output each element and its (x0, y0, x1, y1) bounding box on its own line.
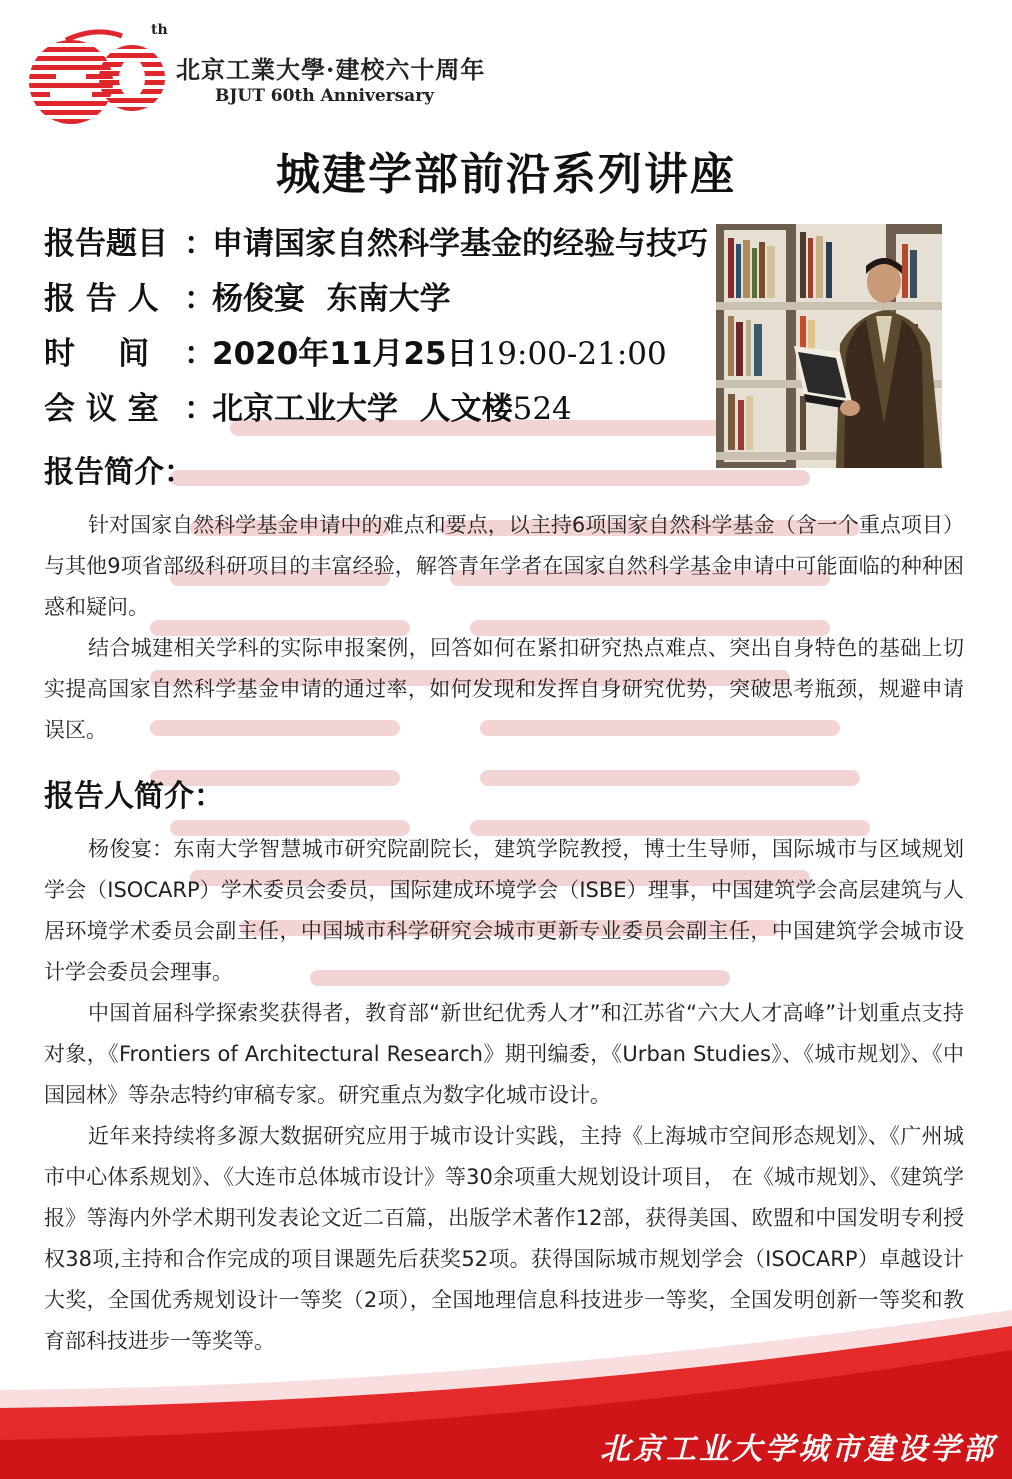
info-label: 报告题目 (44, 226, 168, 262)
logo-superscript-th: th (151, 22, 168, 38)
speaker-intro-paragraph-1: 杨俊宴：东南大学智慧城市研究院副院长，建筑学院教授，博士生导师，国际城市与区域规划学会（ISOCARP）学术委员会委员，国际建成环境学会（ISBE）理事，中国建筑学会高层建筑与人居环境学术委员会副主任，中国城市科学研究会城市更新专业委员会副主任，中国建筑学会城市设计学会委员会理事。 (44, 837, 964, 984)
speaker-photo (716, 224, 942, 468)
speaker-intro-paragraph-2: 中国首届科学探索奖获得者，教育部“新世纪优秀人才”和江苏省“六大人才高峰”计划重点支持对象，《Frontiers of Architectural Research》期刊编委，《Urban Studies》、《城市规划》、《中国园林》等杂志特约审稿专家。研究重点为数字化城市设计。 (44, 1001, 964, 1107)
info-colon: ： (184, 391, 215, 427)
info-value-date: 2020年11月25日 (212, 336, 478, 372)
info-label: 报 告 人 (44, 281, 159, 317)
logo-english-text: BJUT 60th Anniversary (215, 86, 435, 106)
report-intro-heading: 报告简介： (44, 455, 194, 490)
info-colon: ： (184, 226, 215, 262)
footer-institution: 北京工业大学城市建设学部 (600, 1432, 996, 1467)
info-value-room-number: 524 (512, 391, 572, 427)
info-colon: ： (184, 281, 215, 317)
speaker-intro-heading: 报告人简介： (44, 779, 224, 814)
info-row-time (44, 328, 667, 373)
report-intro-paragraph-2: 结合城建相关学科的实际申报案例，回答如何在紧扣研究热点难点、突出自身特色的基础上切实提高国家自然科学基金申请的通过率，如何发现和发挥自身研究优势，突破思考瓶颈，规避申请误区。 (44, 636, 964, 742)
info-value-hours: 19:00-21:00 (477, 336, 667, 372)
info-label: 会 议 室 (44, 391, 159, 427)
speaker-intro-paragraph-3: 近年来持续将多源大数据研究应用于城市设计实践，主持《上海城市空间形态规划》、《广州城市中心体系规划》、《大连市总体城市设计》等30余项重大规划设计项目， 在《城市规划》、《建筑学报》等海内外学术期刊发表论文近二百篇，出版学术著作12部，获得美国、欧盟和中国发明专利授权38项,主持和合作完成的项目课题先后获奖52项。获得国际城市规划学会（ISOCARP）卓越设计大奖，全国优秀规划设计一等奖（2项），全国地理信息科技进步一等奖，全国发明创新一等奖和教育部科技进步一等奖等。 (44, 1124, 964, 1353)
info-value-topic: 申请国家自然科学基金的经验与技巧 (212, 226, 708, 262)
info-row-topic (44, 218, 708, 263)
info-colon: ： (184, 336, 215, 372)
info-value-place: 北京工业大学 人文楼 (212, 391, 513, 427)
info-row-room (44, 383, 572, 428)
info-value-speaker: 杨俊宴 东南大学 (212, 281, 451, 317)
info-label: 时 间 (44, 336, 150, 372)
anniversary-logo (26, 22, 168, 126)
page-title: 城建学部前沿系列讲座 (276, 149, 736, 200)
info-row-speaker (44, 273, 451, 318)
report-intro-paragraph-1: 针对国家自然科学基金申请中的难点和要点，以主持6项国家自然科学基金（含一个重点项目）与其他9项省部级科研项目的丰富经验，解答青年学者在国家自然科学基金申请中可能面临的种种困惑和疑问。 (44, 513, 964, 619)
logo-chinese-text: 北京工業大學·建校六十周年 (176, 55, 486, 84)
